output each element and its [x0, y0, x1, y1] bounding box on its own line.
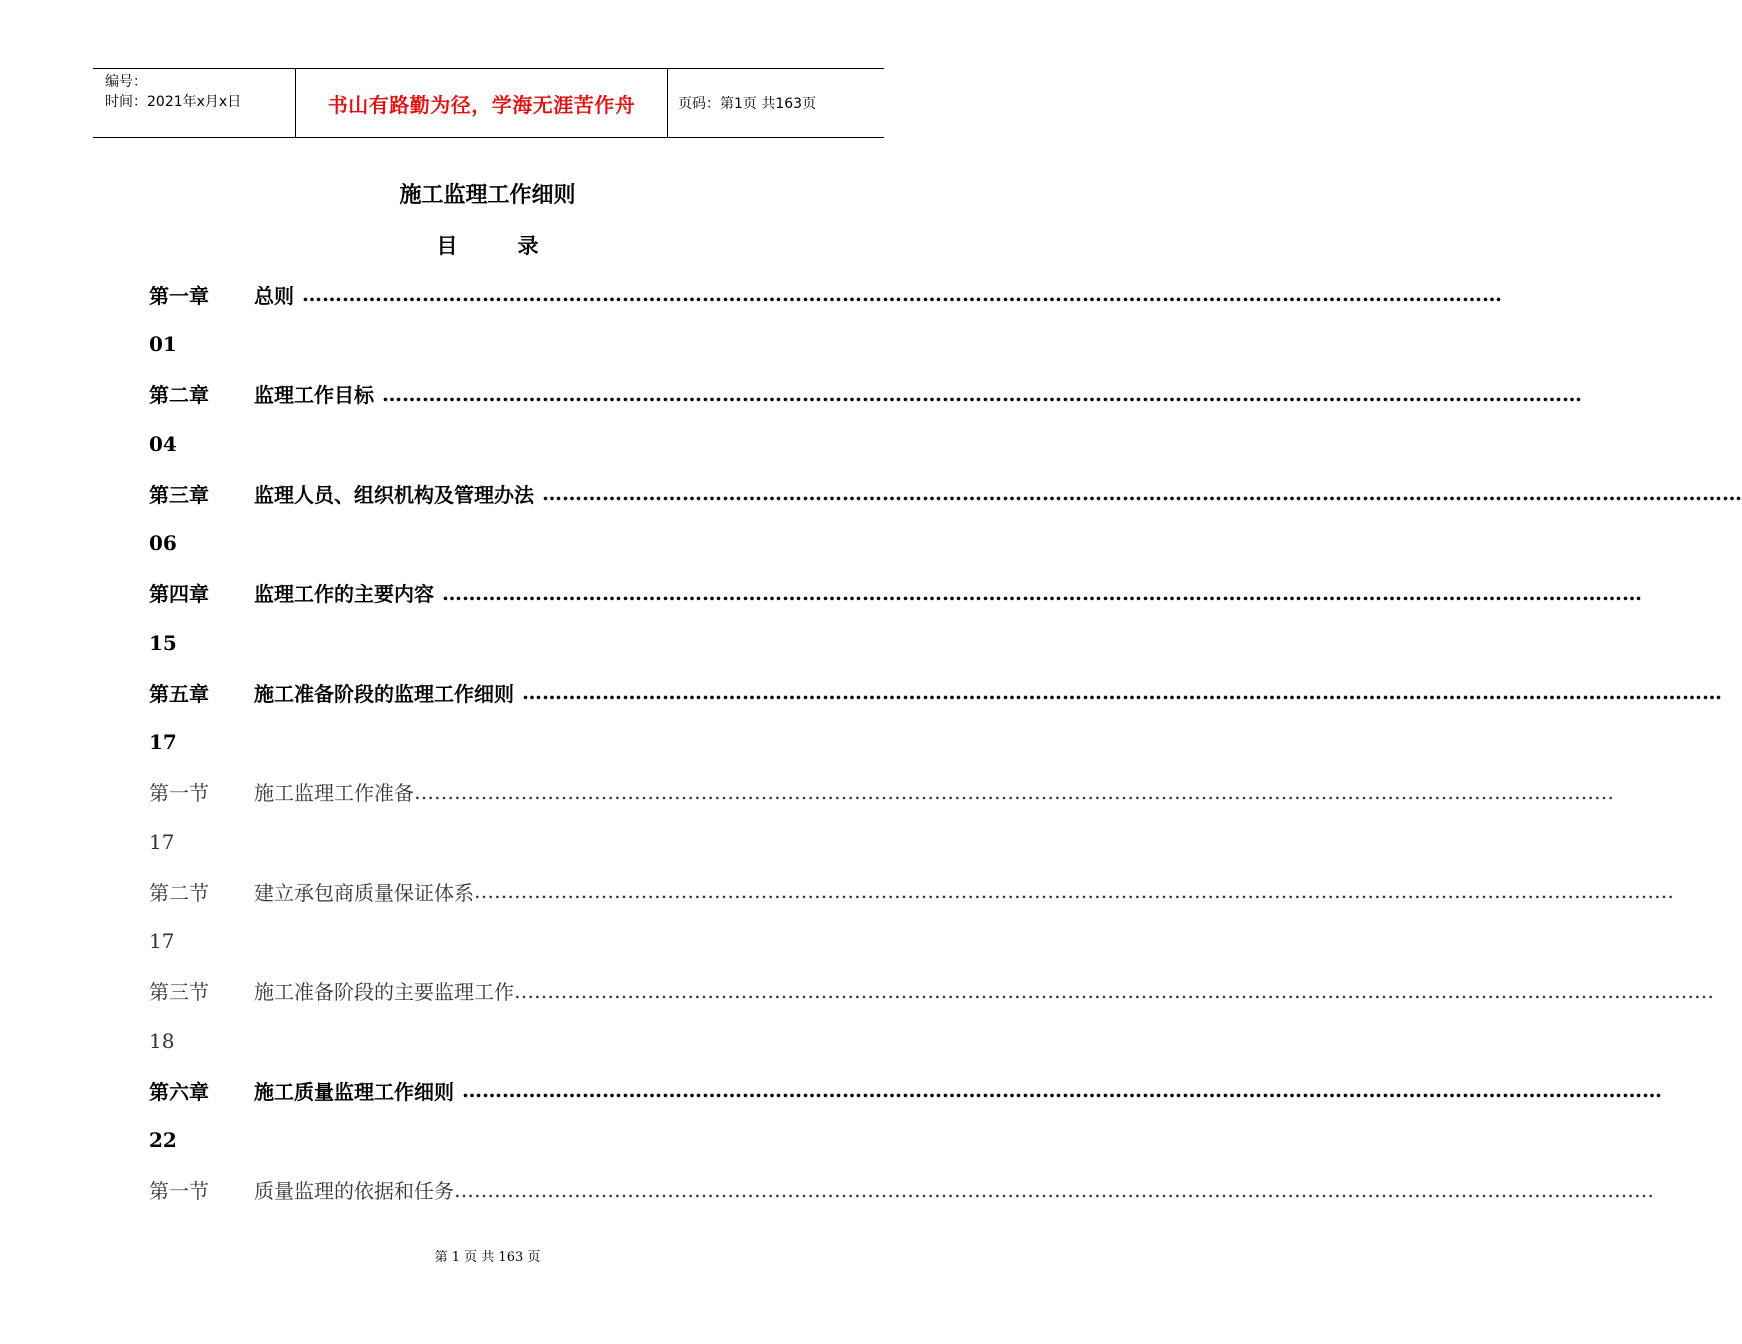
dot-leader: ……………………………………………………………………………………………………………………………………………………………… — [302, 282, 1502, 306]
toc-entry-title: 监理工作目标 — [254, 383, 374, 407]
dot-leader: ……………………………………………………………………………………………………………………………………………………………… — [522, 680, 1722, 704]
toc-entry-number: 第六章 — [149, 1079, 209, 1104]
toc-entry-title: 总则 — [254, 283, 294, 308]
toc-entry-page: 17 — [149, 829, 175, 854]
dot-leader: ……………………………………………………………………………………………………………………………………………………………… — [474, 879, 1674, 903]
page-footer: 第 1 页 共 163 页 — [434, 1250, 541, 1265]
dot-leader: ……………………………………………………………………………………………………………………………………………………………… — [414, 779, 1614, 804]
toc-entry[interactable] — [149, 871, 1674, 971]
toc-entry[interactable] — [149, 573, 1642, 673]
toc-entry[interactable] — [149, 971, 1714, 1071]
dot-leader: ……………………………………………………………………………………………………………………………………………………………… — [514, 978, 1714, 1003]
toc-entry-page: 18 — [149, 1028, 175, 1053]
toc-entry-title: 施工质量监理工作细则 — [254, 1079, 454, 1104]
toc-entry-line — [149, 672, 1722, 712]
toc-entry-line — [149, 772, 1614, 812]
toc-entry-line — [149, 374, 1582, 414]
time-text: 时间：2021年x月x日 — [105, 94, 242, 110]
toc-entry-title: 施工准备阶段的监理工作细则 — [254, 681, 514, 706]
doc-number-label: 编号： — [105, 74, 147, 90]
toc-entry-number: 第五章 — [149, 681, 209, 706]
toc-entry[interactable] — [149, 274, 1502, 374]
toc-entry[interactable] — [149, 473, 1742, 573]
toc-entry[interactable] — [149, 772, 1614, 872]
motto-text: 书山有路勤为径，学海无涯苦作舟 — [327, 92, 636, 117]
page-header — [93, 68, 884, 138]
toc-entry-line — [149, 1070, 1662, 1110]
toc-entry-page: 17 — [149, 929, 175, 953]
dot-leader: ……………………………………………………………………………………………………………………………………………………………… — [542, 481, 1742, 505]
document-title: 施工监理工作细则 — [399, 182, 576, 208]
toc-heading: 目录 — [436, 233, 599, 258]
toc-entry-page: 22 — [149, 1128, 177, 1152]
dot-leader: ……………………………………………………………………………………………………………………………………………………………… — [442, 580, 1642, 605]
table-of-contents — [149, 274, 1742, 1269]
dot-leader: ……………………………………………………………………………………………………………………………………………………………… — [382, 381, 1582, 406]
toc-entry-line — [149, 573, 1642, 613]
dot-leader: ……………………………………………………………………………………………………………………………………………………………… — [462, 1078, 1662, 1102]
toc-entry-title: 监理人员、组织机构及管理办法 — [254, 482, 534, 507]
toc-entry-title: 施工准备阶段的主要监理工作 — [254, 980, 514, 1004]
toc-entry-title: 施工监理工作准备 — [254, 781, 414, 805]
header-left-cell — [93, 69, 295, 137]
toc-entry-number: 第四章 — [149, 582, 209, 606]
toc-entry[interactable] — [149, 672, 1722, 772]
toc-entry-number: 第二章 — [149, 383, 209, 407]
toc-entry-number: 第二节 — [149, 880, 209, 905]
page-info: 页码：第1页 共163页 — [678, 96, 817, 112]
toc-entry-title: 质量监理的依据和任务 — [254, 1179, 454, 1203]
toc-entry-page: 17 — [149, 730, 177, 754]
toc-entry-number: 第一节 — [149, 781, 209, 805]
toc-entry[interactable] — [149, 374, 1582, 474]
toc-entry-number: 第一节 — [149, 1179, 209, 1203]
toc-entry-line — [149, 274, 1502, 314]
toc-entry-number: 第三节 — [149, 980, 209, 1004]
toc-entry-page: 06 — [149, 531, 177, 555]
toc-entry-number: 第一章 — [149, 283, 209, 308]
toc-entry-line — [149, 1170, 1654, 1210]
dot-leader: ……………………………………………………………………………………………………………………………………………………………… — [454, 1177, 1654, 1202]
toc-entry-line — [149, 871, 1674, 911]
toc-entry-page: 15 — [149, 630, 177, 655]
toc-entry-title: 监理工作的主要内容 — [254, 582, 434, 606]
toc-entry-title: 建立承包商质量保证体系 — [254, 880, 474, 905]
toc-entry-line — [149, 473, 1742, 513]
header-motto-cell — [295, 69, 668, 137]
header-page-cell — [668, 69, 884, 137]
toc-entry[interactable] — [149, 1070, 1662, 1170]
toc-entry-page: 04 — [149, 431, 177, 456]
toc-entry-number: 第三章 — [149, 482, 209, 507]
toc-entry-page: 01 — [149, 332, 177, 356]
toc-entry-line — [149, 971, 1714, 1011]
